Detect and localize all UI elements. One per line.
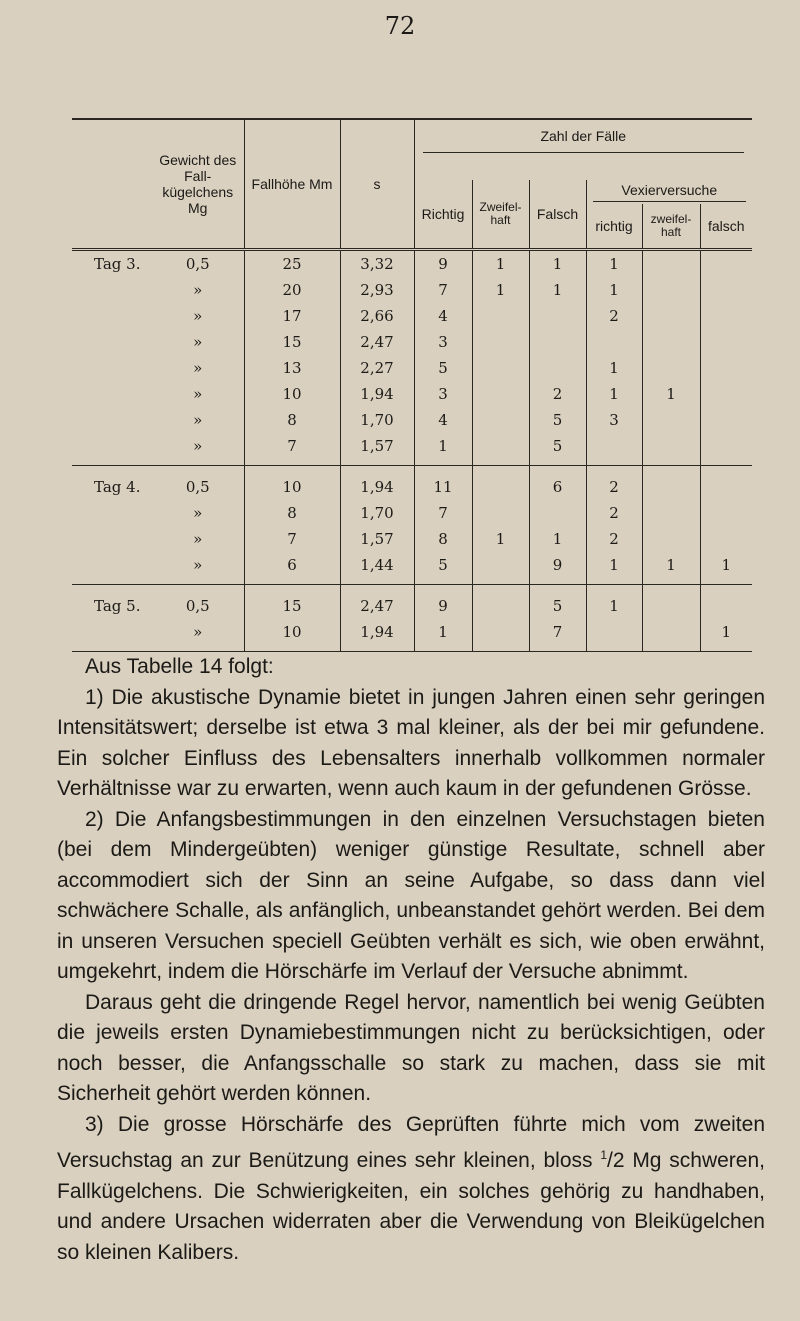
table-cell: 7	[244, 433, 340, 466]
row-day-label	[72, 500, 152, 526]
table-cell	[642, 355, 700, 381]
table-cell: 5	[529, 433, 586, 466]
results-table	[72, 118, 752, 652]
table-body	[72, 250, 752, 652]
intro-line: Aus Tabelle 14 folgt:	[85, 655, 274, 678]
table-cell: 1	[586, 381, 642, 407]
table-cell: 1	[586, 250, 642, 278]
header-zweifelhaft: Zweifel- haft	[472, 180, 529, 250]
table-cell: 10	[244, 381, 340, 407]
table-cell	[642, 466, 700, 501]
header-s: s	[340, 119, 414, 250]
table-cell: 1	[586, 355, 642, 381]
table-cell	[642, 250, 700, 278]
table-cell	[529, 500, 586, 526]
header-falsch: Falsch	[529, 180, 586, 250]
table-cell: 1	[414, 433, 472, 466]
table-cell: 2,66	[340, 303, 414, 329]
table-cell: 2	[529, 381, 586, 407]
table-cell: 3,32	[340, 250, 414, 278]
header-fallhoehe: Fallhöhe Mm	[244, 119, 340, 250]
table-cell	[586, 329, 642, 355]
table-row	[72, 500, 752, 526]
fraction-numerator: 1	[600, 1148, 607, 1162]
table-cell	[700, 466, 752, 501]
table-row	[72, 329, 752, 355]
row-day-label	[72, 381, 152, 407]
table-cell	[642, 433, 700, 466]
row-day-label	[72, 407, 152, 433]
row-day-label	[72, 277, 152, 303]
table-cell: 1	[472, 526, 529, 552]
table-cell	[700, 355, 752, 381]
table-cell	[529, 303, 586, 329]
table-cell: 8	[244, 407, 340, 433]
table-cell: »	[193, 385, 203, 403]
table-row	[72, 355, 752, 381]
table-cell: 3	[414, 381, 472, 407]
table-cell: 1,94	[340, 381, 414, 407]
header-vex-label: Vexierversuche	[621, 181, 718, 198]
table-cell: 1,94	[340, 466, 414, 501]
table-cell: 8	[244, 500, 340, 526]
table-cell	[642, 526, 700, 552]
table-row	[72, 303, 752, 329]
header-richtig: Richtig	[414, 180, 472, 250]
table-cell	[700, 303, 752, 329]
table-cell: 1	[414, 619, 472, 652]
header-zahl-der-faelle	[414, 119, 752, 180]
table-cell	[472, 466, 529, 501]
header-tag	[72, 119, 152, 250]
table-cell	[642, 329, 700, 355]
table-cell: 9	[414, 585, 472, 620]
header-vex-zweifelhaft: zweifel- haft	[642, 204, 700, 250]
table-cell: 2,47	[340, 329, 414, 355]
table-cell: 2	[586, 500, 642, 526]
table-cell	[642, 500, 700, 526]
table-cell	[700, 381, 752, 407]
table-cell: 1	[700, 552, 752, 585]
table-cell: 1,70	[340, 500, 414, 526]
table-cell: »	[193, 530, 203, 548]
table-cell: 17	[244, 303, 340, 329]
row-day-label: Tag 3.	[94, 255, 141, 273]
table-cell: 11	[414, 466, 472, 501]
table-cell	[472, 585, 529, 620]
table-cell: 8	[414, 526, 472, 552]
table-cell: 1,57	[340, 433, 414, 466]
header-vex-richtig: richtig	[586, 204, 642, 250]
table-cell: 25	[244, 250, 340, 278]
header-vexierversuche	[586, 180, 752, 204]
row-day-label	[72, 526, 152, 552]
table-cell: 1	[700, 619, 752, 652]
paragraph-1: 1) Die akustische Dynamie bietet in jungen Jahren einen sehr geringen Intensitätswert; derselbe ist etwa 3 mal kleiner, als der bei mir gefundene. Ein solcher Einfluss des Lebensalters innerhalb vollkommen normaler Verhältnisse war zu erwarten, wenn auch kaum in der gefundenen Grösse.	[57, 685, 765, 800]
table-cell: 2,93	[340, 277, 414, 303]
table-cell: »	[193, 307, 203, 325]
paragraph-4-end: Mg schweren, Fallkügelchens. Die Schwierigkeiten, ein solches gehörig zu handhaben, und andere Ursachen widerraten aber die Verwendung von Bleikügelchen so kleinen Kalibers.	[57, 1149, 765, 1264]
paragraph-2: 2) Die Anfangsbestimmungen in den einzelnen Versuchstagen bieten (bei dem Mindergeübten) weniger günstige Resultate, schnell aber accommodiert sich der Sinn an seine Aufgabe, so dass dann viel schwächere Schalle, als anfänglich, unbeanstandet gehört werden. Bei dem in unseren Versuchen speciell Geübten verhält es sich, wie oben erwähnt, umgekehrt, indem die Hörschärfe im Verlauf der Versuche abnimmt.	[57, 807, 765, 983]
table-cell	[529, 355, 586, 381]
table-cell: »	[193, 359, 203, 377]
table-cell	[472, 303, 529, 329]
header-zahl-label: Zahl der Fälle	[540, 128, 627, 144]
table-row	[72, 433, 752, 466]
table-row	[72, 381, 752, 407]
page-number: 72	[384, 12, 416, 40]
table-cell	[700, 500, 752, 526]
table-cell: 1	[586, 585, 642, 620]
table-cell: 1,57	[340, 526, 414, 552]
table-cell: 1,70	[340, 407, 414, 433]
table-cell: 7	[414, 500, 472, 526]
table-cell	[642, 585, 700, 620]
body-text	[57, 652, 765, 1268]
table-cell	[472, 381, 529, 407]
table-cell	[642, 277, 700, 303]
table-row	[72, 250, 752, 278]
table-cell	[586, 433, 642, 466]
table-cell: 20	[244, 277, 340, 303]
header-zahl-bracket	[423, 152, 745, 153]
table-cell	[472, 433, 529, 466]
table-cell: 5	[414, 552, 472, 585]
table-cell: 15	[244, 329, 340, 355]
table-row	[72, 277, 752, 303]
header-gewicht: Gewicht des Fall- kügelchens Mg	[152, 119, 244, 250]
row-day-label	[72, 355, 152, 381]
table-cell: 2	[586, 466, 642, 501]
table-cell	[700, 407, 752, 433]
fraction-denominator: /2	[607, 1149, 625, 1172]
paragraph-3: Daraus geht die dringende Regel hervor, namentlich bei wenig Geübten die jeweils ersten Dynamiebestimmungen nicht zu berücksichtigen, oder noch besser, die Anfangsschalle so stark zu machen, dass sie mit Sicherheit gehört werden können.	[57, 990, 765, 1105]
table-cell	[700, 250, 752, 278]
table-cell: 3	[414, 329, 472, 355]
table-cell: 10	[244, 619, 340, 652]
table-cell	[472, 407, 529, 433]
table-cell: 7	[244, 526, 340, 552]
table-cell: 1	[586, 277, 642, 303]
table-header	[72, 119, 752, 250]
table-cell	[642, 303, 700, 329]
table-cell: 9	[414, 250, 472, 278]
table-cell: 2	[586, 303, 642, 329]
table-cell: 3	[586, 407, 642, 433]
table-cell: 1	[472, 250, 529, 278]
table-cell: 7	[414, 277, 472, 303]
table-cell: 1	[529, 250, 586, 278]
table-cell: 1	[529, 277, 586, 303]
table-cell	[700, 433, 752, 466]
table-cell: 0,5	[185, 255, 210, 273]
table-row	[72, 466, 752, 501]
table-cell	[472, 500, 529, 526]
table-cell: 0,5	[185, 478, 210, 496]
table-cell: 5	[529, 407, 586, 433]
table-cell: 2,27	[340, 355, 414, 381]
table-cell	[472, 552, 529, 585]
table-cell	[472, 619, 529, 652]
table-cell	[586, 619, 642, 652]
table-cell	[472, 355, 529, 381]
paragraph-4-start: 3) Die grosse Hörschärfe des Geprüften führte mich vom zweiten Versuchstag an zur Benützung eines sehr kleinen, bloss	[57, 1112, 765, 1172]
table-cell: 1	[529, 526, 586, 552]
table-row	[72, 619, 752, 652]
table-cell: »	[152, 552, 244, 585]
table-cell: 2	[586, 526, 642, 552]
table-cell: 5	[529, 585, 586, 620]
table-cell	[700, 329, 752, 355]
table-cell: 0,5	[185, 597, 210, 615]
table-row	[72, 407, 752, 433]
table-cell	[700, 526, 752, 552]
row-day-label: Tag 4.	[94, 478, 141, 496]
table-cell: »	[193, 281, 203, 299]
table-cell: 2,47	[340, 585, 414, 620]
table-cell	[642, 619, 700, 652]
row-day-label	[72, 329, 152, 355]
table-cell: 1	[472, 277, 529, 303]
table-row	[72, 526, 752, 552]
table-cell: 5	[414, 355, 472, 381]
table-cell: 7	[529, 619, 586, 652]
header-vex-falsch: falsch	[700, 204, 752, 250]
table-cell: »	[152, 619, 244, 652]
table-cell: 13	[244, 355, 340, 381]
row-day-label	[72, 433, 152, 466]
table-cell: 1,94	[340, 619, 414, 652]
table-cell: 9	[529, 552, 586, 585]
table-cell	[472, 329, 529, 355]
table-cell: 4	[414, 303, 472, 329]
header-vex-bracket	[593, 201, 747, 202]
table-row	[72, 552, 752, 585]
table-cell	[700, 277, 752, 303]
table-cell: 1	[642, 552, 700, 585]
paragraph-4	[57, 1110, 765, 1269]
table-cell: 10	[244, 466, 340, 501]
table-cell: 1	[586, 552, 642, 585]
table-cell: »	[193, 411, 203, 429]
table-cell: 6	[529, 466, 586, 501]
table-cell	[700, 585, 752, 620]
table-cell: »	[193, 333, 203, 351]
table-cell	[529, 329, 586, 355]
row-day-label	[72, 552, 152, 585]
table-cell	[642, 407, 700, 433]
table-cell: 1,44	[340, 552, 414, 585]
table-cell: »	[193, 504, 203, 522]
table-row	[72, 585, 752, 620]
table-cell: 15	[244, 585, 340, 620]
row-day-label	[72, 619, 152, 652]
table-cell: 1	[642, 381, 700, 407]
table-cell: 4	[414, 407, 472, 433]
row-day-label	[72, 303, 152, 329]
row-day-label: Tag 5.	[94, 597, 141, 615]
table-cell: »	[152, 433, 244, 466]
table-cell: 6	[244, 552, 340, 585]
